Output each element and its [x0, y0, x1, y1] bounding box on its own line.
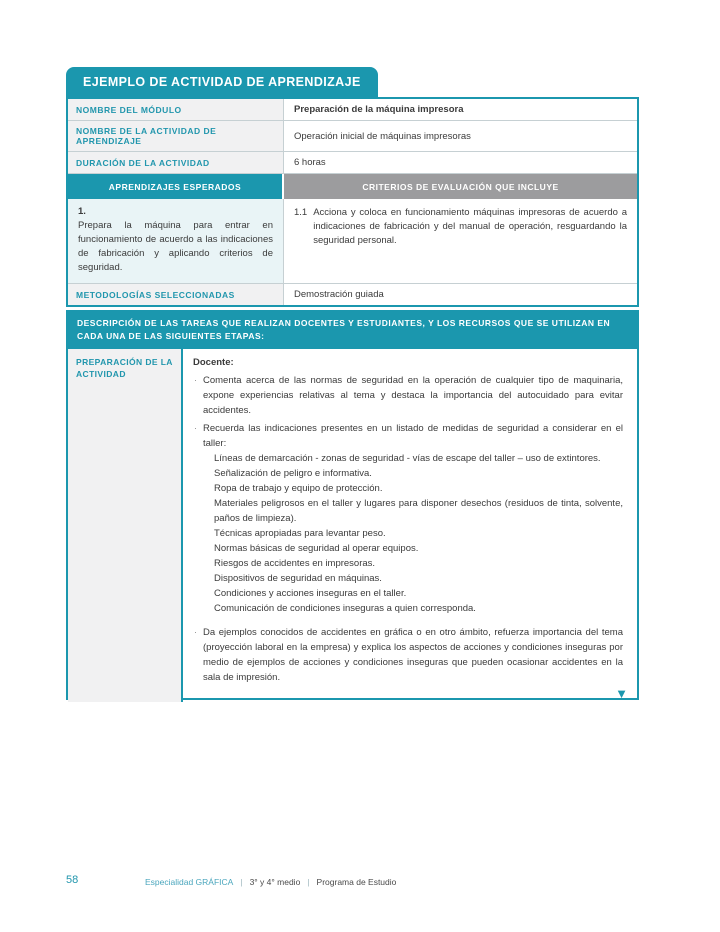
- duration-value: 6 horas: [294, 157, 326, 168]
- learning-number: 1.: [78, 206, 86, 217]
- table-row-module: [68, 99, 637, 121]
- bullet-icon: ·: [194, 423, 197, 433]
- module-label: NOMBRE DEL MÓDULO: [68, 99, 284, 120]
- safety-item: Líneas de demarcación - zonas de seguridad - vías de escape del taller – uso de extintores.: [214, 453, 601, 464]
- continuation-arrow-icon: ▼: [615, 686, 628, 701]
- safety-item: Técnicas apropiadas para levantar peso.: [214, 528, 386, 539]
- activity-example-title: EJEMPLO DE ACTIVIDAD DE APRENDIZAJE: [66, 67, 378, 97]
- methodology-label: METODOLOGÍAS SELECCIONADAS: [68, 284, 284, 305]
- methodology-value: Demostración guiada: [294, 289, 384, 300]
- footer-specialty: Especialidad GRÁFICA: [145, 877, 234, 887]
- expected-learnings-header: APRENDIZAJES ESPERADOS: [68, 174, 284, 199]
- safety-item: Dispositivos de seguridad en máquinas.: [214, 573, 382, 584]
- footer-line: [145, 877, 396, 887]
- safety-measures-list: [214, 451, 623, 616]
- criteria-cell: [284, 199, 637, 283]
- list-item: [193, 421, 623, 451]
- table-header-row: [68, 174, 637, 199]
- bullet1-text: Comenta acerca de las normas de seguridad en la operación de cualquier tipo de maquinaria, expone experiencias relativas al tema y destaca la importancia del autocuidado para evitar accidentes.: [203, 375, 623, 416]
- role-heading: Docente:: [193, 357, 234, 368]
- activity-summary-table: [66, 97, 639, 307]
- table-row-activity-name: [68, 121, 637, 152]
- footer-level: 3° y 4° medio: [249, 877, 301, 887]
- activity-name-value: Operación inicial de máquinas impresoras: [294, 130, 471, 142]
- safety-item: Ropa de trabajo y equipo de protección.: [214, 483, 383, 494]
- stage-body: [68, 349, 637, 702]
- safety-item: Señalización de peligro e informativa.: [214, 468, 372, 479]
- learning-text: Prepara la máquina para entrar en funcionamiento de acuerdo a las indicaciones de fabricación y aplicando criterios de seguridad.: [78, 220, 273, 273]
- stage-content: [183, 349, 637, 702]
- stage-label: PREPARACIÓN DE LA ACTIVIDAD: [68, 349, 183, 702]
- footer-separator: |: [240, 877, 243, 887]
- criteria-number: 1.1: [294, 207, 308, 218]
- bullet2-text: Recuerda las indicaciones presentes en un listado de medidas de seguridad a considerar en el taller:: [203, 423, 623, 449]
- list-item: [193, 625, 623, 685]
- footer-separator: |: [307, 877, 310, 887]
- evaluation-criteria-header: CRITERIOS DE EVALUACIÓN QUE INCLUYE: [284, 174, 637, 199]
- safety-item: Condiciones y acciones inseguras en el taller.: [214, 588, 407, 599]
- list-item: [193, 373, 623, 418]
- footer-program: Programa de Estudio: [316, 877, 397, 887]
- bullet-icon: ·: [194, 375, 197, 385]
- table-row-duration: [68, 152, 637, 174]
- safety-item: Materiales peligrosos en el taller y lugares para disponer desechos (residuos de tinta, solvente, paños de limpieza).: [214, 498, 623, 524]
- safety-item: Comunicación de condiciones inseguras a quien corresponda.: [214, 603, 476, 614]
- safety-item: Riesgos de accidentes en impresoras.: [214, 558, 376, 569]
- safety-item: Normas básicas de seguridad al operar equipos.: [214, 543, 419, 554]
- tasks-description-section: [66, 310, 639, 700]
- table-row-learning-criteria: [68, 199, 637, 284]
- tasks-description-band: DESCRIPCIÓN DE LAS TAREAS QUE REALIZAN DOCENTES Y ESTUDIANTES, Y LOS RECURSOS QUE SE UTILIZAN EN CADA UNA DE LAS SIGUIENTES ETAPAS:: [68, 312, 637, 349]
- bullet-icon: ·: [194, 627, 197, 637]
- page-number: 58: [66, 874, 79, 886]
- criteria-item: [294, 206, 627, 248]
- activity-name-label: NOMBRE DE LA ACTIVIDAD DE APRENDIZAJE: [68, 121, 284, 151]
- module-value: [284, 99, 637, 120]
- duration-label: DURACIÓN DE LA ACTIVIDAD: [68, 152, 284, 173]
- expected-learning-cell: [68, 199, 284, 283]
- table-row-methodology: [68, 284, 637, 305]
- criteria-text: Acciona y coloca en funcionamiento máquinas impresoras de acuerdo a indicaciones de fabricación y del manual de operación, resguardando la seguridad personal.: [313, 207, 627, 246]
- bullet3-text: Da ejemplos conocidos de accidentes en gráfica o en otro ámbito, refuerza importancia del tema (proyección laboral en la empresa) y explica los aspectos de acciones y condiciones inseguras por medio de ejemplos de acciones y condiciones inseguras que pueden ocasionar accidentes en la sala de impresión.: [203, 627, 623, 683]
- module-value-text: Preparación de la máquina impresora: [294, 104, 464, 115]
